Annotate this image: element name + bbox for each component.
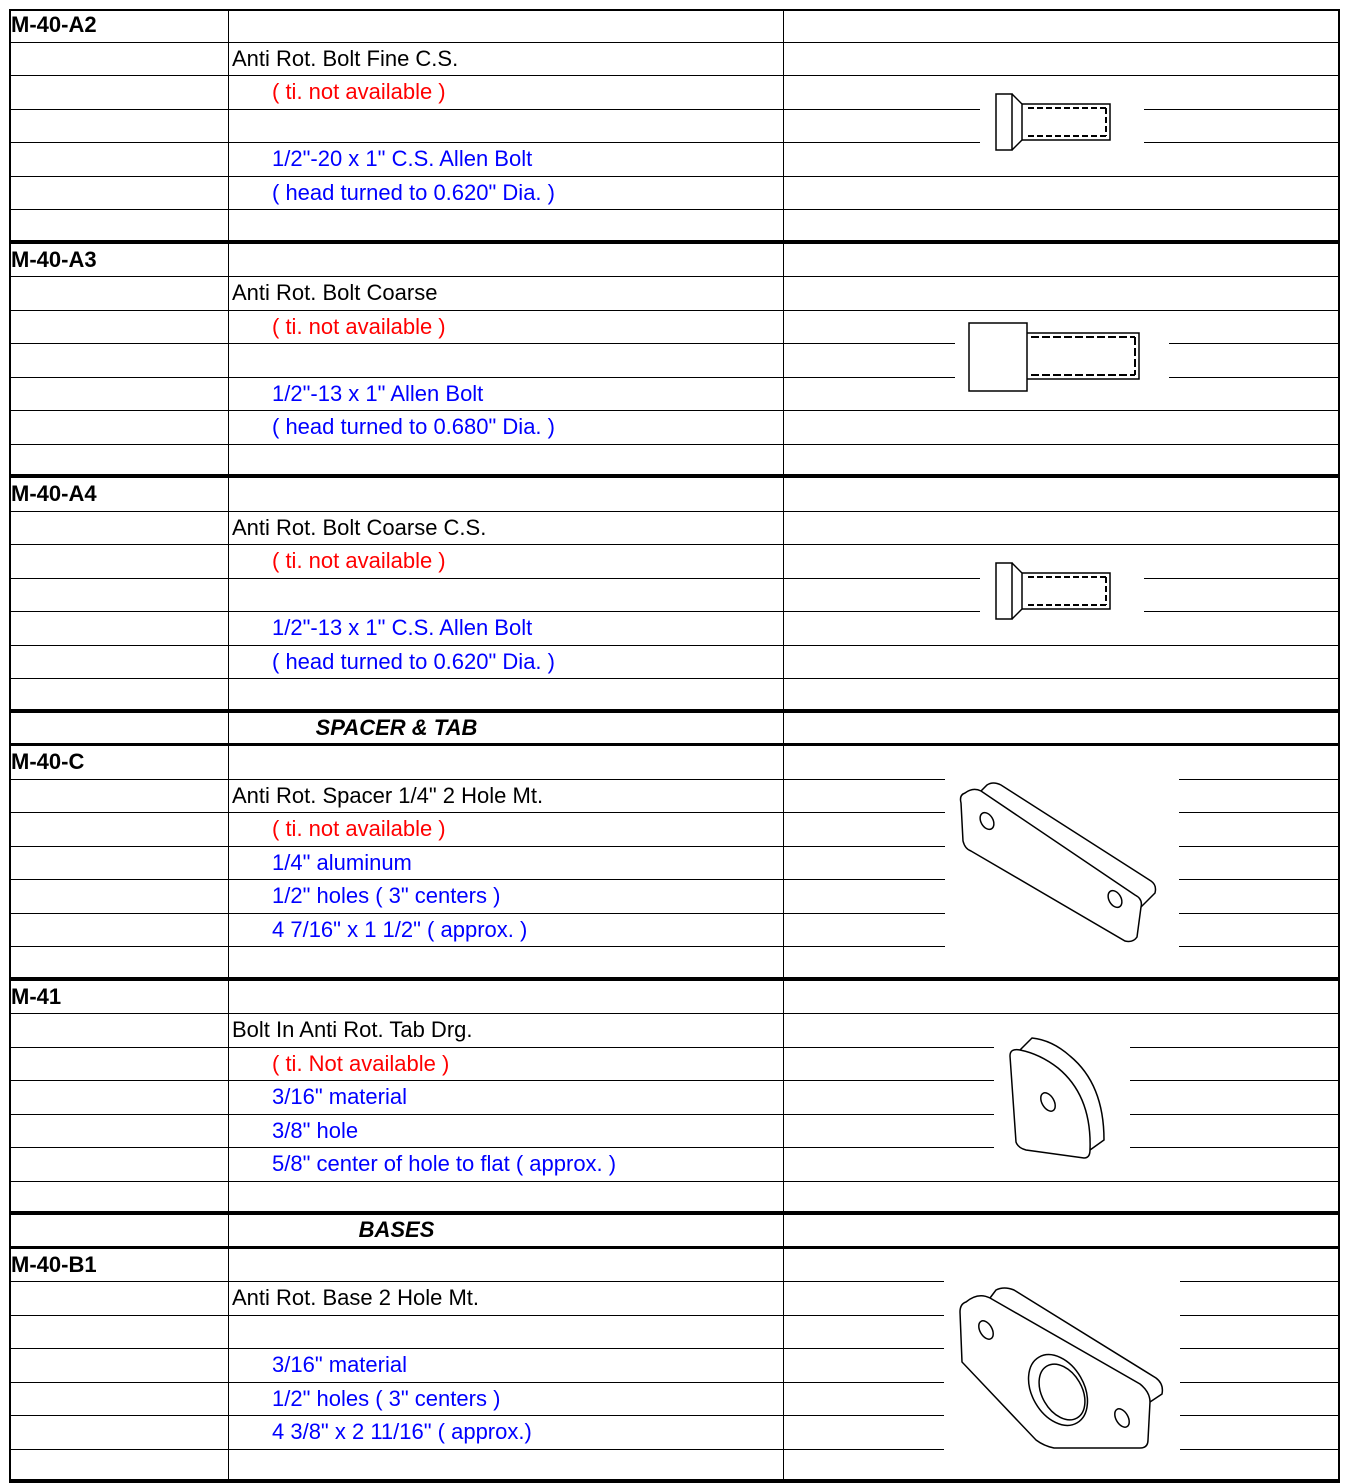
- spec-line: 4 7/16" x 1 1/2" ( approx. ): [272, 914, 527, 947]
- spec-line: 3/16" material: [272, 1081, 407, 1114]
- table-row[interactable]: [9, 411, 1340, 445]
- part-code-row[interactable]: [9, 478, 1340, 512]
- table-row[interactable]: [9, 1115, 1340, 1149]
- table-row[interactable]: [9, 277, 1340, 311]
- allen-bolt-drawing: [955, 317, 1169, 401]
- section-header: SPACER & TAB: [9, 713, 784, 744]
- table-row[interactable]: [9, 1182, 1340, 1216]
- availability-note: ( ti. not available ): [272, 813, 446, 846]
- part-code: M-41: [11, 981, 61, 1014]
- section-header-row[interactable]: [9, 713, 1340, 747]
- part-title: Anti Rot. Base 2 Hole Mt.: [232, 1282, 479, 1315]
- availability-note: ( ti. Not available ): [272, 1048, 449, 1081]
- spec-line: ( head turned to 0.620" Dia. ): [272, 646, 555, 679]
- table-row[interactable]: [9, 646, 1340, 680]
- part-title: Anti Rot. Bolt Coarse: [232, 277, 437, 310]
- part-code: M-40-A4: [11, 478, 97, 511]
- countersunk-allen-bolt-drawing: [980, 88, 1144, 160]
- part-code: M-40-A2: [11, 9, 97, 42]
- availability-note: ( ti. not available ): [272, 76, 446, 109]
- part-title: Anti Rot. Bolt Coarse C.S.: [232, 512, 486, 545]
- table-row[interactable]: [9, 43, 1340, 77]
- part-code-row[interactable]: [9, 244, 1340, 278]
- availability-note: ( ti. not available ): [272, 311, 446, 344]
- table-row[interactable]: [9, 1048, 1340, 1082]
- spec-line: 3/16" material: [272, 1349, 407, 1382]
- table-row[interactable]: [9, 679, 1340, 713]
- table-row[interactable]: [9, 1014, 1340, 1048]
- spec-line: 4 3/8" x 2 11/16" ( approx.): [272, 1416, 532, 1449]
- spec-line: 1/2"-20 x 1" C.S. Allen Bolt: [272, 143, 532, 176]
- part-code: M-40-A3: [11, 244, 97, 277]
- availability-note: ( ti. not available ): [272, 545, 446, 578]
- column-divider-2: [783, 9, 784, 1482]
- spec-line: ( head turned to 0.680" Dia. ): [272, 411, 555, 444]
- part-code-row[interactable]: [9, 9, 1340, 43]
- spec-line: 1/4" aluminum: [272, 847, 412, 880]
- part-code: M-40-C: [11, 746, 84, 779]
- spec-line: 1/2"-13 x 1" Allen Bolt: [272, 378, 483, 411]
- spec-line: 1/2" holes ( 3" centers ): [272, 1383, 500, 1416]
- spec-line: 5/8" center of hole to flat ( approx. ): [272, 1148, 616, 1181]
- section-header-row[interactable]: [9, 1215, 1340, 1249]
- table-row[interactable]: [9, 1081, 1340, 1115]
- part-title: Anti Rot. Bolt Fine C.S.: [232, 43, 458, 76]
- table-row[interactable]: [9, 512, 1340, 546]
- part-title: Anti Rot. Spacer 1/4" 2 Hole Mt.: [232, 780, 543, 813]
- table-row[interactable]: [9, 445, 1340, 479]
- table-row[interactable]: [9, 177, 1340, 211]
- spec-line: ( head turned to 0.620" Dia. ): [272, 177, 555, 210]
- base-plate-drawing: [944, 1268, 1180, 1460]
- tab-drawing: [994, 1022, 1130, 1170]
- spacer-plate-drawing: [945, 767, 1179, 955]
- table-row[interactable]: [9, 1148, 1340, 1182]
- part-code-row[interactable]: [9, 981, 1340, 1015]
- section-header: BASES: [9, 1215, 784, 1246]
- spec-line: 1/2" holes ( 3" centers ): [272, 880, 500, 913]
- countersunk-allen-bolt-drawing: [980, 557, 1144, 629]
- part-title: Bolt In Anti Rot. Tab Drg.: [232, 1014, 473, 1047]
- spec-line: 1/2"-13 x 1" C.S. Allen Bolt: [272, 612, 532, 645]
- table-row[interactable]: [9, 210, 1340, 244]
- column-divider-1: [228, 9, 229, 1482]
- spec-line: 3/8" hole: [272, 1115, 358, 1148]
- part-code: M-40-B1: [11, 1249, 97, 1282]
